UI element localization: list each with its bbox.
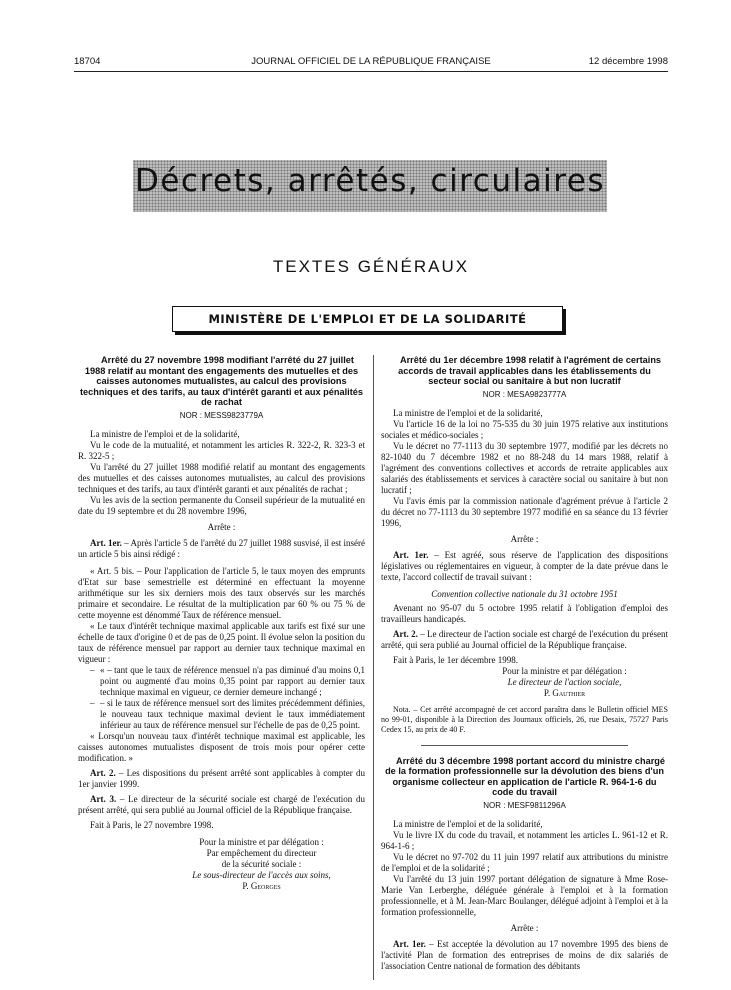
decree-title: Arrêté du 1er décembre 1998 relatif à l'agrément de certains accords de travail applicables dans les établissements du secteur social ou sanitaire à but non lucratif — [398, 355, 662, 386]
nor-reference: NOR : MESS9823779A — [179, 410, 264, 420]
article-1 — [78, 538, 365, 560]
article-text: – Les dispositions du présent arrêté sont applicables à compter du 1er janvier 1999. — [78, 767, 365, 789]
avenant: Avenant no 95-07 du 5 octobre 1995 relatif à l'obligation d'emploi des travailleurs handicapés. — [381, 602, 668, 624]
article-1 — [381, 550, 668, 583]
visa: Vu le code de la mutualité, et notamment les articles R. 322-2, R. 323-3 et R. 322-5 ; — [78, 439, 365, 461]
left-column — [78, 355, 365, 990]
article-text: – Après l'article 5 de l'arrêté du 27 juillet 1988 susvisé, il est inséré un article 5 bis ainsi rédigé : — [78, 537, 365, 559]
decree-title: Arrêté du 3 décembre 1998 portant accord du ministre chargé de la formation professionnelle sur la dévolution des biens d'un organisme collecteur en application de l'article R. 964-1-6 du code du travail — [385, 755, 666, 797]
signatory-name: P. Gauthier — [543, 687, 586, 698]
article-label: Art. 2. — [90, 767, 116, 778]
article-label: Art. 1er. — [393, 549, 429, 560]
page-number: 18704 — [74, 56, 101, 67]
signature-line: Par empêchement du directeur — [206, 847, 317, 858]
nota-note: Nota. – Cet arrêté accompagné de cet accord paraîtra dans le Bulletin officiel MES no 99-01, disponible à la Direction des Journaux officiels, 26, rue Desaix, 75727 Paris Cedex 15, au prix de 40 F. — [381, 704, 668, 734]
column-divider — [373, 355, 374, 980]
convention-title: Convention collective nationale du 31 octobre 1951 — [431, 588, 618, 599]
banner-title: Décrets, arrêtés, circulaires — [135, 163, 605, 199]
visa: Vu le décret no 77-1113 du 30 septembre 1977, modifié par les décrets no 82-1040 du 7 décembre 1982 et no 88-248 du 14 mars 1988, relatif à l'agrément des conventions collectives et accords de retraite applicables aux salariés des établissements et services à caractère social ou sanitaire à but non lucratif ; — [381, 440, 668, 495]
article-label: Art. 1er. — [393, 938, 426, 949]
article-1 — [381, 939, 668, 972]
list-item: – – si le taux de référence mensuel sort des limites précédemment définies, le nouveau taux technique maximal devient le taux immédiatement inférieur au taux de référence mensuel sur l'échelle de pas de 0,25 point. — [100, 698, 365, 731]
signature-line: Pour la ministre et par délégation : — [502, 665, 627, 676]
visa: La ministre de l'emploi et de la solidarité, — [393, 407, 543, 418]
visa: La ministre de l'emploi et de la solidarité, — [393, 818, 543, 829]
visa: Vu l'arrêté du 13 juin 1997 portant délégation de signature à Mme Rose-Marie Van Lerberghe, déléguée générale à l'emploi et à la formation professionnelle, et à M. Jean-Marc Boulanger, délégué adjoint à l'emploi et à la formation professionnelle, — [381, 873, 668, 917]
visa: Vu l'article 16 de la loi no 75-535 du 30 juin 1975 relative aux institutions sociales et médico-sociales ; — [381, 418, 668, 440]
header-rule — [74, 71, 668, 72]
visa: Vu les avis de la section permanente du Conseil supérieur de la mutualité en date du 19 septembre et du 28 novembre 1996, — [78, 494, 365, 516]
nor-reference: NOR : MESF9811296A — [483, 800, 566, 810]
visa: Vu l'arrêté du 27 juillet 1988 modifié relatif au montant des engagements des mutuelles et des caisses autonomes mutualistes, au calcul des provisions techniques et des tarifs, au taux d'intérêt garanti et aux pénalités de rachat ; — [78, 461, 365, 494]
page-header — [74, 56, 668, 70]
signature-line: Le sous-directeur de l'accès aux soins, — [192, 869, 331, 880]
visa: Vu le décret no 97-702 du 11 juin 1997 relatif aux attributions du ministre de l'emploi et de la solidarité ; — [381, 851, 668, 873]
section-separator — [421, 745, 628, 746]
arrete-heading: Arrête : — [207, 521, 236, 532]
decree-title: Arrêté du 27 novembre 1998 modifiant l'arrêté du 27 juillet 1988 relatif au montant des engagements des mutuelles et des caisses autonomes mutualistes, au calcul des provisions techniques et des tarifs, au taux d'intérêt garanti et aux pénalités de rachat — [80, 355, 363, 407]
article-label: Art. 2. — [393, 628, 418, 639]
article-paragraph: « Art. 5 bis. – Pour l'application de l'article 5, le taux moyen des emprunts d'Etat sur base semestrielle est déterminé en effectuant la moyenne arithmétique sur les six derniers mois des taux observés sur les marchés primaire et secondaire. Le résultat de la multiplication par 60 % ou 75 % de cette moyenne est dénommé Taux de référence mensuel. — [78, 565, 365, 620]
article-label: Art. 1er. — [90, 537, 122, 548]
visa: Vu l'avis émis par la commission nationale d'agrément prévue à l'article 2 du décret no 77-1113 du 30 septembre 1977 modifié en sa séance du 13 février 1996, — [381, 495, 668, 528]
fait-line: Fait à Paris, le 1er décembre 1998. — [393, 654, 518, 665]
section-banner — [133, 160, 607, 212]
arrete-heading: Arrête : — [510, 533, 539, 544]
article-label: Art. 3. — [90, 793, 117, 804]
right-column — [381, 355, 668, 990]
article-2 — [381, 629, 668, 651]
article-text: – Le directeur de la sécurité sociale est chargé de l'exécution du présent arrêté, qui sera publié au Journal officiel de la République française. — [78, 793, 365, 815]
signatory-name: P. Georges — [242, 880, 281, 891]
article-3 — [78, 794, 365, 816]
signature-line: de la sécurité sociale : — [221, 858, 302, 869]
article-text: – Est agréé, sous réserve de l'application des dispositions législatives ou réglementaires en vigueur, à compter de la date prévue dans le texte, l'accord collectif de travail suivant : — [381, 549, 668, 582]
article-text: – Le directeur de l'action sociale est chargé de l'exécution du présent arrêté, qui sera publié au Journal officiel de la République française. — [381, 628, 668, 650]
article-text: – Est acceptée la dévolution au 17 novembre 1995 des biens de l'activité Plan de formation des entreprises de moins de dix salariés de l'association Centre national de formation des débitants — [381, 938, 668, 971]
list-item: – « – tant que le taux de référence mensuel n'a pas diminué d'au moins 0,1 point ou augmenté d'au moins 0,35 point par rapport au dernier taux technique maximal en vigueur, ce dernier demeure inchangé ; — [100, 665, 365, 698]
arrete-heading: Arrête : — [510, 922, 539, 933]
issue-date: 12 décembre 1998 — [588, 56, 668, 67]
signature-line: Le directeur de l'action sociale, — [507, 676, 622, 687]
visa: Vu le livre IX du code du travail, et notamment les articles L. 961-12 et R. 964-1-6 ; — [381, 829, 668, 851]
fait-line: Fait à Paris, le 27 novembre 1998. — [90, 819, 214, 830]
section-title: TEXTES GÉNÉRAUX — [272, 257, 470, 276]
signature-line: Pour la ministre et par délégation : — [199, 836, 324, 847]
visa: La ministre de l'emploi et de la solidarité, — [90, 428, 240, 439]
article-paragraph: « Le taux d'intérêt technique maximal applicable aux tarifs est fixé sur une échelle de taux d'origine 0 et de pas de 0,25 point. Il évolue selon la position du taux de référence mensuel par rapport au dernier taux technique maximal en vigueur : — [78, 620, 365, 664]
ministry-box: MINISTÈRE DE L'EMPLOI ET DE LA SOLIDARITÉ — [172, 306, 563, 332]
bullet-list — [78, 665, 365, 731]
article-paragraph: « Lorsqu'un nouveau taux d'intérêt technique maximal est applicable, les caisses autonomes mutualistes disposent de trois mois pour opérer cette modification. » — [78, 730, 365, 763]
nor-reference: NOR : MESA9823777A — [482, 389, 567, 399]
journal-title: JOURNAL OFFICIEL DE LA RÉPUBLIQUE FRANÇAISE — [251, 56, 491, 67]
article-2 — [78, 768, 365, 790]
